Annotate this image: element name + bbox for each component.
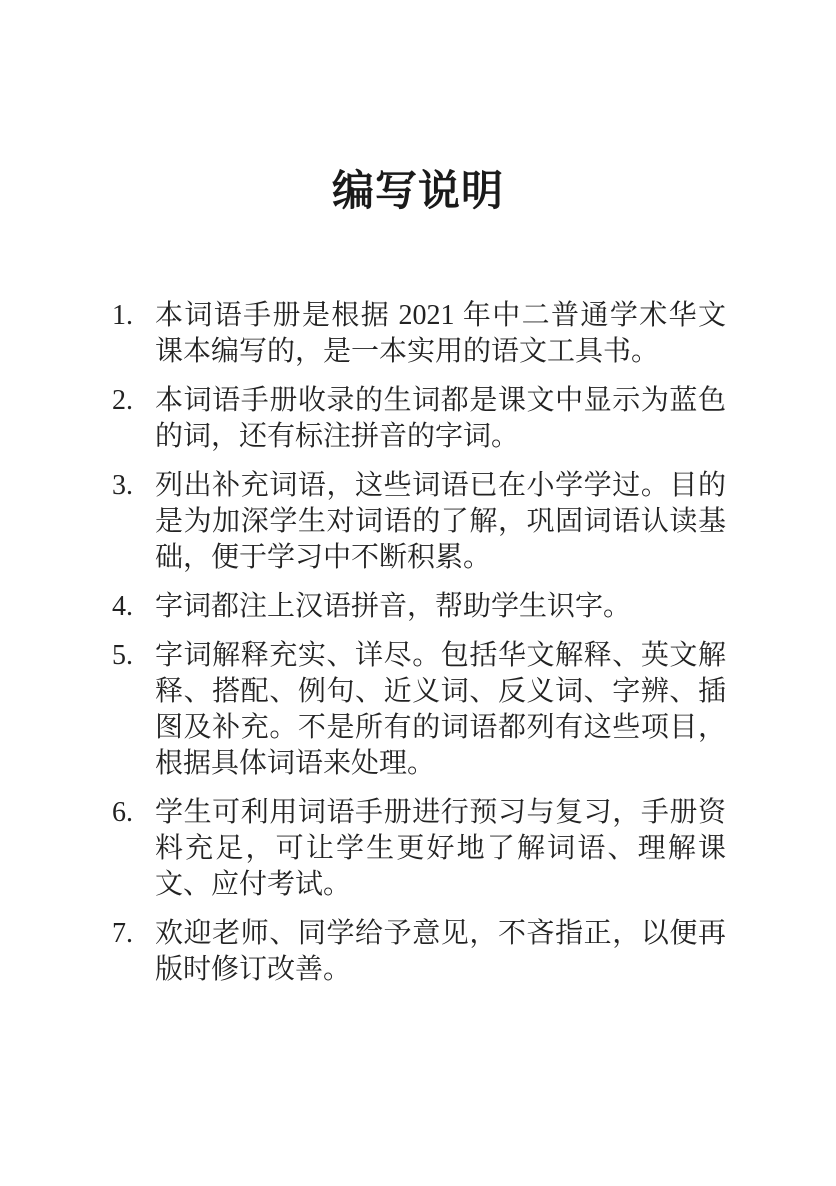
item-number: 5. bbox=[112, 640, 133, 671]
item-text: 欢迎老师、同学给予意见，不吝指正，以便再版时修订改善。 bbox=[155, 918, 726, 985]
list-item bbox=[112, 916, 726, 988]
item-text: 本词语手册收录的生词都是课文中显示为蓝色的词，还有标注拼音的字词。 bbox=[155, 385, 726, 452]
item-text: 字词都注上汉语拼音，帮助学生识字。 bbox=[155, 591, 632, 622]
list-item bbox=[112, 383, 726, 455]
item-number: 2. bbox=[112, 385, 133, 416]
item-number: 3. bbox=[112, 470, 133, 501]
item-text: 学生可利用词语手册进行预习与复习，手册资料充足，可让学生更好地了解词语、理解课文、应付考试。 bbox=[155, 797, 726, 900]
list-item bbox=[112, 638, 726, 782]
item-number: 6. bbox=[112, 797, 133, 828]
page-title: 编写说明 bbox=[331, 167, 504, 214]
item-text: 字词解释充实、详尽。包括华文解释、英文解释、搭配、例句、近义词、反义词、字辨、插图及补充。不是所有的词语都列有这些项目，根据具体词语来处理。 bbox=[155, 640, 726, 779]
list-item bbox=[112, 795, 726, 903]
item-number: 4. bbox=[112, 591, 133, 622]
list-item bbox=[112, 589, 726, 625]
list-item bbox=[112, 468, 726, 576]
item-number: 1. bbox=[112, 300, 133, 331]
list-item bbox=[112, 298, 726, 370]
item-text: 本词语手册是根据 2021 年中二普通学术华文课本编写的，是一本实用的语文工具书。 bbox=[155, 300, 726, 367]
item-text: 列出补充词语，这些词语已在小学学过。目的是为加深学生对词语的了解，巩固词语认读基础，便于学习中不断积累。 bbox=[155, 470, 726, 573]
item-number: 7. bbox=[112, 918, 133, 949]
notes-list bbox=[112, 298, 726, 988]
